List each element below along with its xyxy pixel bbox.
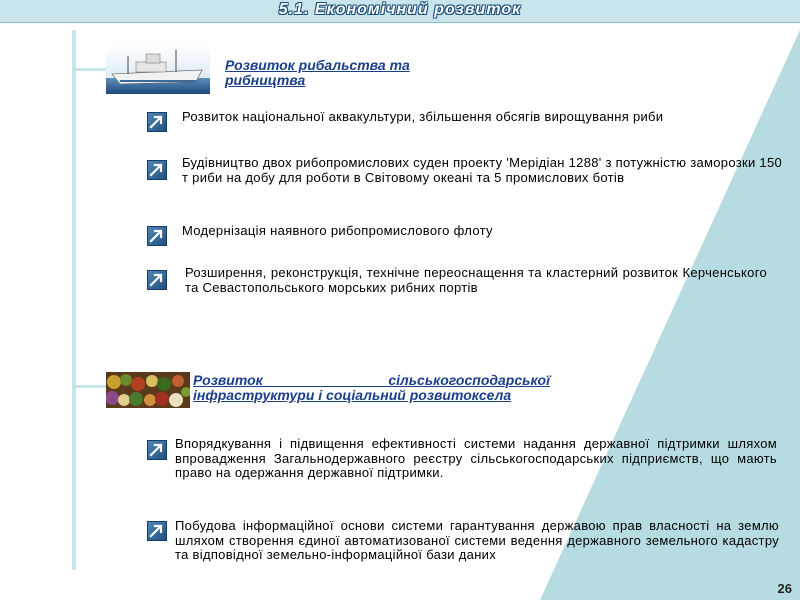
section-heading-agriculture: Розвиток сільськогосподарської інфраструктури і соціальний розвитоксела [193,372,550,403]
page-title: 5.1. Економічний розвиток [278,1,522,18]
connector-line-2 [76,385,106,388]
section-heading-fisheries: Розвиток рибальства та рибництва [225,57,410,88]
list-item: Модернізація наявного рибопромислового флоту [182,223,493,238]
page-number: 26 [777,581,792,596]
vegetables-image [106,372,190,408]
arrow-bullet-icon [147,112,167,132]
arrow-bullet-icon [147,270,167,290]
arrow-bullet-icon [147,521,167,541]
list-item: Впорядкування і підвищення ефективності системи надання державної підтримки шляхом впровадження Загальнодержавного реєстру сільськогосподарських підприємств, що мають право на одержання державної підтримки. [175,436,777,480]
list-item: Розвиток національної аквакультури, збільшення обсягів вирощування риби [182,109,664,124]
connector-line-1 [76,68,106,71]
arrow-bullet-icon [147,440,167,460]
arrow-bullet-icon [147,160,167,180]
fishing-ship-image [106,44,210,94]
arrow-bullet-icon [147,226,167,246]
list-item: Побудова інформаційної основи системи гарантування державою прав власності на землю шляхом створення єдиної автоматизованої системи ведення державного земельного кадастру та відповідної земельно-інформаційної бази даних [175,518,779,562]
list-item: Будівництво двох рибопромислових суден проекту 'Мерідіан 1288' з потужністю заморозки 150 т риби на добу для роботи в Світовому океані та 5 промислових ботів [182,155,783,185]
list-item: Розширення, реконструкція, технічне переоснащення та кластерний розвиток Керченського та Севастопольського морських рибних портів [185,265,767,295]
vertical-divider [72,30,76,570]
